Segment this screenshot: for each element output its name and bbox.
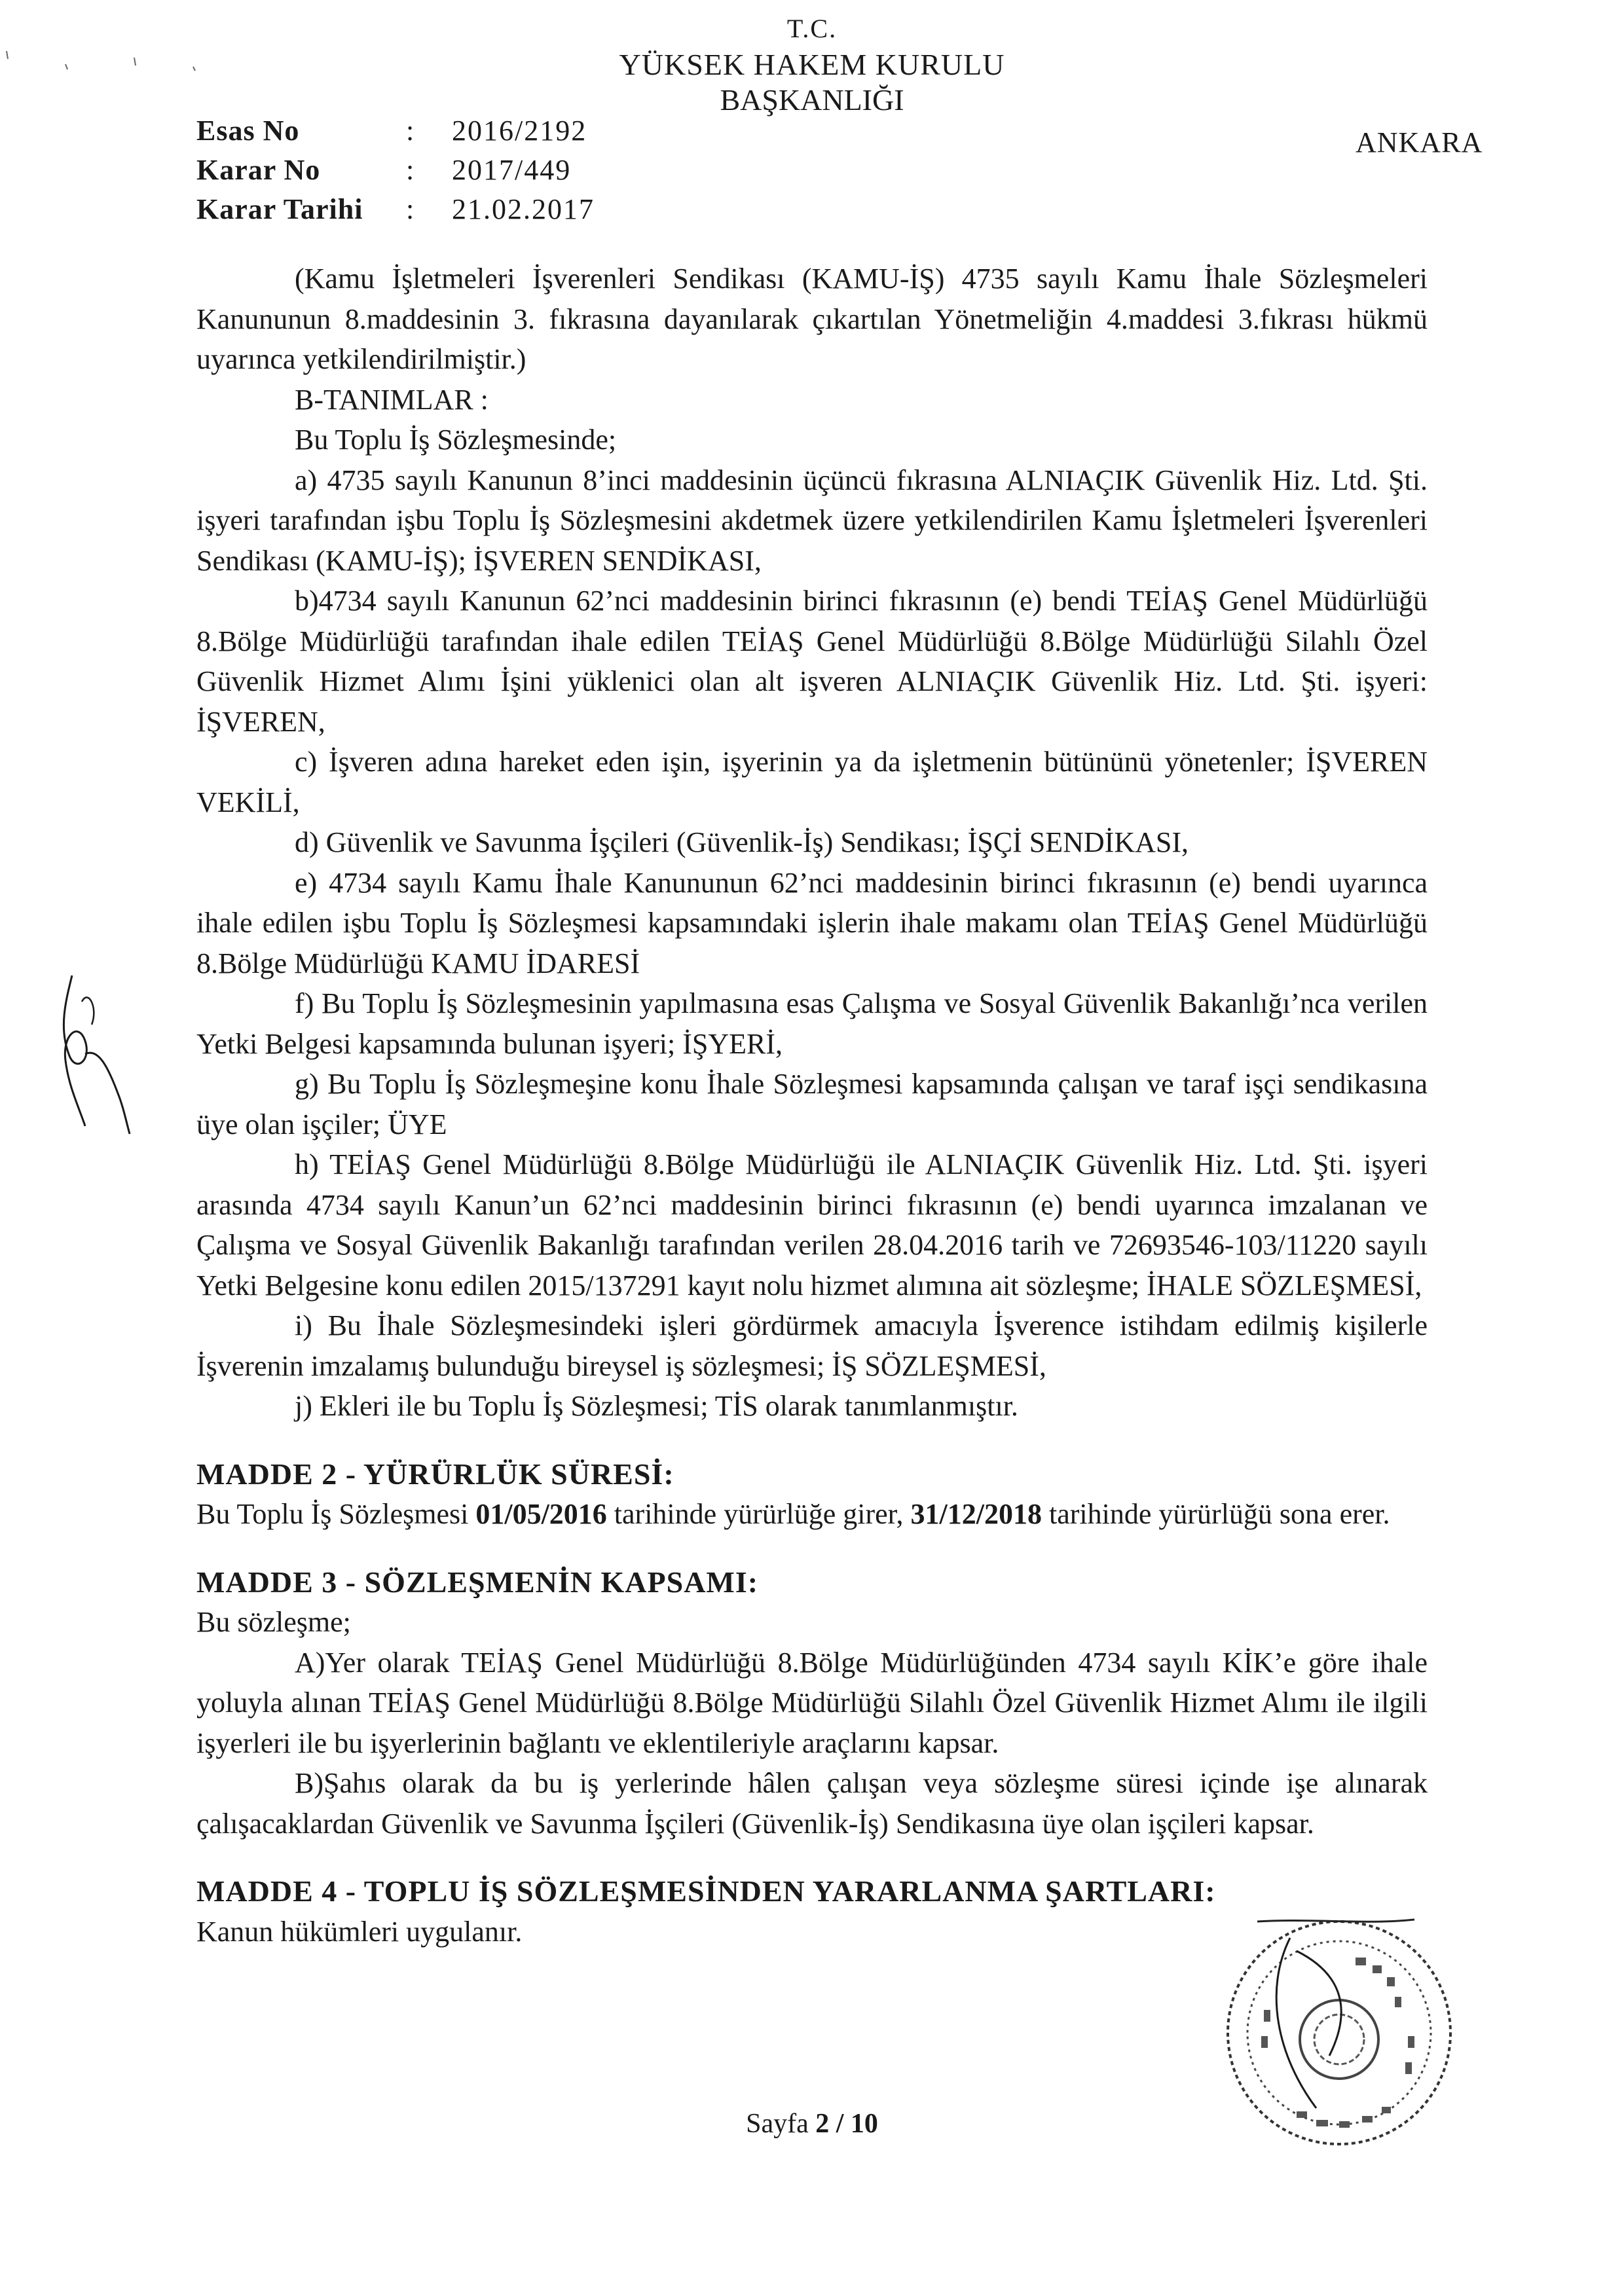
page-footer — [0, 2108, 1624, 2140]
article-3-item-a: A)Yer olarak TEİAŞ Genel Müdürlüğü 8.Bölge Müdürlüğünden 4734 sayılı KİK’e göre ihale yoluyla alınan TEİAŞ Genel Müdürlüğü 8.Bölge Müdürlüğü Silahlı Özel Güvenlik Hizmet Alımı ile ilgili işyerleri ile bu işyerlerinin bağlantı ve eklentileriyle araçlarını kapsar. — [196, 1646, 1428, 1759]
signature-stroke — [46, 962, 138, 1139]
article-4-body: Kanun hükümleri uygulanır. — [196, 1915, 523, 1948]
intro-paragraph: (Kamu İşletmeleri İşverenleri Sendikası (KAMU-İŞ) 4735 sayılı Kamu İhale Sözleşmeleri Kanununun 8.maddesinin 3. fıkrasına dayanılarak çıkartılan Yönetmeliğin 4.maddesi 3.fıkrası hükmü uyarınca yetkilendirilmiştir.) — [196, 263, 1428, 375]
document-body — [196, 259, 1428, 1952]
definition-d: d) Güvenlik ve Savunma İşçileri (Güvenlik-İş) Sendikası; İŞÇİ SENDİKASI, — [295, 826, 1189, 858]
article-2-text-pre: Bu Toplu İş Sözleşmesi — [196, 1498, 476, 1530]
header-institution: YÜKSEK HAKEM KURULU — [619, 48, 1005, 81]
article-3-item-b: B)Şahıs olarak da bu iş yerlerinde hâlen çalışan veya sözleşme süresi içinde işe alınarak çalışacaklardan Güvenlik ve Savunma İşçileri (Güvenlik-İş) Sendikasına üye olan işçileri kapsar. — [196, 1767, 1428, 1840]
meta-colon: : — [406, 115, 415, 147]
meta-colon: : — [406, 193, 415, 225]
article-3-title: MADDE 3 - SÖZLEŞMENİN KAPSAMI: — [196, 1565, 759, 1599]
meta-value: 2016/2192 — [452, 115, 587, 147]
meta-label: Karar Tarihi — [196, 193, 363, 225]
case-metadata — [196, 111, 595, 229]
section-b-title: B-TANIMLAR : — [295, 383, 489, 416]
definition-j: j) Ekleri ile bu Toplu İş Sözleşmesi; TİS olarak tanımlanmıştır. — [295, 1390, 1018, 1422]
article-2-title: MADDE 2 - YÜRÜRLÜK SÜRESİ: — [196, 1457, 674, 1491]
article-3-lead: Bu sözleşme; — [196, 1606, 351, 1638]
meta-row-tarih — [196, 190, 595, 229]
section-b-lead: Bu Toplu İş Sözleşmesinde; — [295, 424, 617, 456]
article-4-title: MADDE 4 - TOPLU İŞ SÖZLEŞMESİNDEN YARARLANMA ŞARTLARI: — [196, 1874, 1216, 1908]
definition-i: i) Bu İhale Sözleşmesindeki işleri gördürmek amacıyla İşverence istihdam edilmiş kişilerle İşverenin imzalamış bulunduğu bireysel iş sözleşmesi; İŞ SÖZLEŞMESİ, — [196, 1309, 1428, 1382]
meta-row-karar — [196, 151, 595, 190]
meta-label: Esas No — [196, 115, 300, 147]
handwritten-signature — [46, 962, 138, 1139]
article-2-start-date: 01/05/2016 — [475, 1498, 607, 1530]
definition-e: e) 4734 sayılı Kamu İhale Kanununun 62’nci maddesinin birinci fıkrasının (e) bendi uyarınca ihale edilen işbu Toplu İş Sözleşmesi kapsamındaki işlerin ihale makamı olan TEİAŞ Genel Müdürlüğü 8.Bölge Müdürlüğü KAMU İDARESİ — [196, 866, 1428, 979]
meta-colon: : — [406, 154, 415, 186]
meta-row-esas — [196, 111, 595, 151]
header-city: ANKARA — [1356, 126, 1483, 158]
article-2-text-mid: tarihinde yürürlüğe girer, — [606, 1498, 911, 1530]
definition-h: h) TEİAŞ Genel Müdürlüğü 8.Bölge Müdürlüğü ile ALNIAÇIK Güvenlik Hiz. Ltd. Şti. işyeri arasında 4734 sayılı Kanun’un 62’nci maddesinin birinci fıkrasının (e) bendi uyarınca imzalanan ve Çalışma ve Sosyal Güvenlik Bakanlığı tarafından verilen 28.04.2016 tarih ve 72693546-103/11220 sayılı Yetki Belgesine konu edilen 2015/137291 kayıt nolu hizmet alımına ait sözleşme; İHALE SÖZLEŞMESİ, — [196, 1148, 1428, 1302]
meta-label: Karar No — [196, 154, 321, 186]
definition-b: b)4734 sayılı Kanunun 62’nci maddesinin birinci fıkrasının (e) bendi TEİAŞ Genel Müdürlüğü 8.Bölge Müdürlüğü tarafından ihale edilen TEİAŞ Genel Müdürlüğü 8.Bölge Müdürlüğü Silahlı Özel Güvenlik Hizmet Alımı İşini yüklenici olan alt işveren ALNIAÇIK Güvenlik Hiz. Ltd. Şti. işyeri: İŞVEREN, — [196, 585, 1428, 738]
header-republic: T.C. — [786, 14, 838, 43]
definition-c: c) İşveren adına hareket eden işin, işyerinin ya da işletmenin bütününü yönetenler; İŞVEREN VEKİLİ, — [196, 746, 1428, 818]
definition-a: a) 4735 sayılı Kanunun 8’inci maddesinin üçüncü fıkrasına ALNIAÇIK Güvenlik Hiz. Ltd. Şti. işyeri tarafından işbu Toplu İş Sözleşmesini akdetmek üzere yetkilendirilen Kamu İşletmeleri İşverenleri Sendikası (KAMU-İŞ); İŞVEREN SENDİKASI, — [196, 464, 1428, 577]
meta-value: 21.02.2017 — [452, 193, 595, 225]
meta-value: 2017/449 — [452, 154, 572, 186]
article-2-body — [196, 1494, 1428, 1535]
header-presidency: BAŞKANLIĞI — [720, 83, 904, 117]
article-2-end-date: 31/12/2018 — [910, 1498, 1042, 1530]
page-label: Sayfa — [746, 2109, 816, 2139]
definition-f: f) Bu Toplu İş Sözleşmesinin yapılmasına esas Çalışma ve Sosyal Güvenlik Bakanlığı’nca verilen Yetki Belgesi kapsamında bulunan işyeri; İŞYERİ, — [196, 987, 1428, 1060]
article-2-text-post: tarihinde yürürlüğü sona erer. — [1042, 1498, 1390, 1530]
page-number: 2 / 10 — [815, 2109, 878, 2139]
definition-g: g) Bu Toplu İş Sözleşmeşine konu İhale Sözleşmesi kapsamında çalışan ve taraf işçi sendikasına üye olan işçiler; ÜYE — [196, 1068, 1428, 1140]
